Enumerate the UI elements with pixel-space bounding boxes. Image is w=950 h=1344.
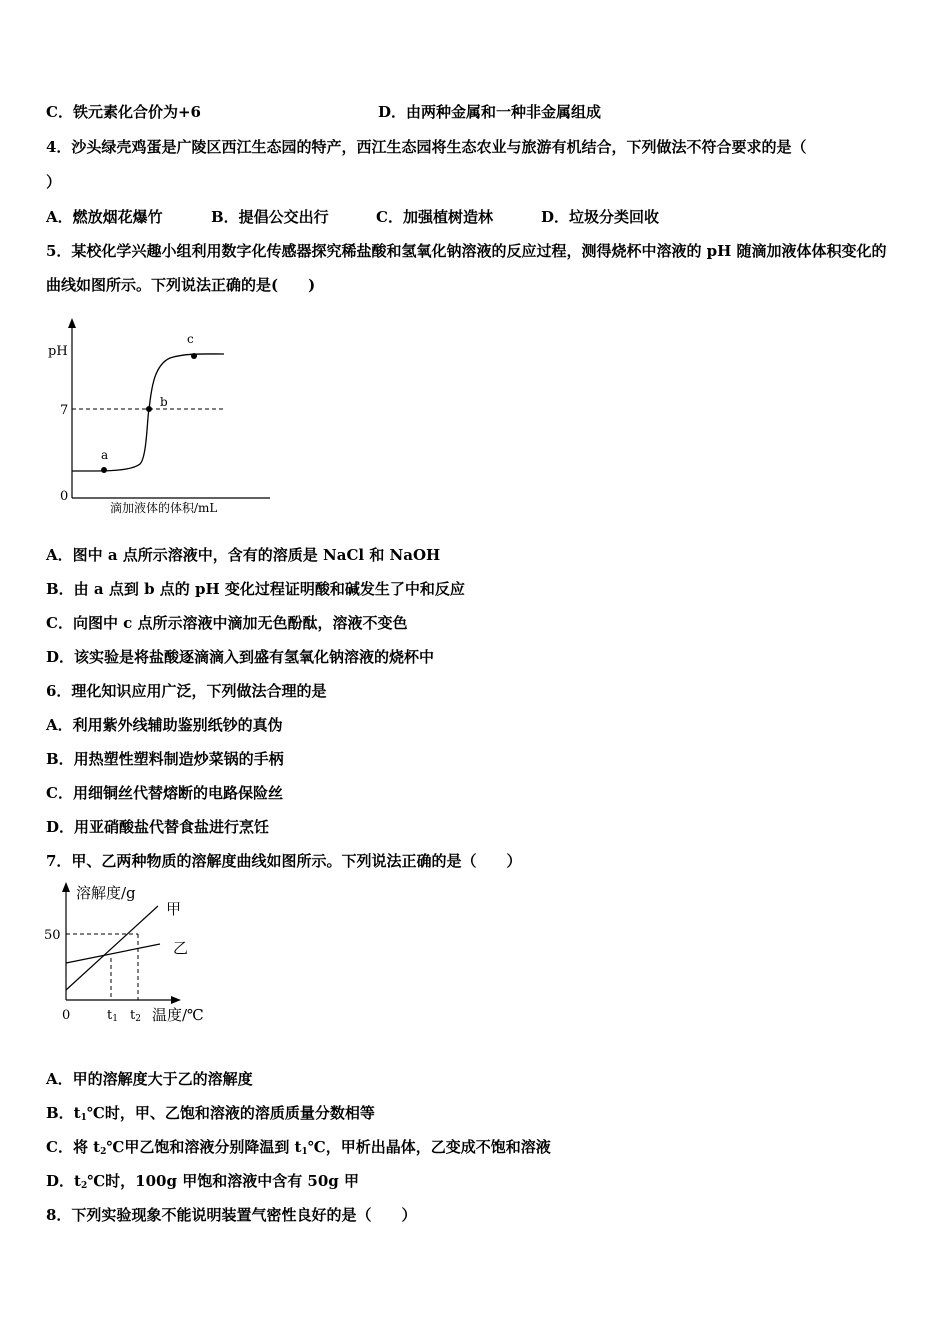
ph-x-label: 滴加液体的体积/mL xyxy=(110,501,218,515)
q7-option-a: A．甲的溶解度大于乙的溶解度 xyxy=(46,1070,253,1088)
q7-option-c-text-1: C．将 t xyxy=(46,1138,101,1156)
q5-option-b: B．由 a 点到 b 点的 pH 变化过程证明酸和碱发生了中和反应 xyxy=(46,580,465,598)
sol-t1-sub: 1 xyxy=(112,1014,118,1024)
q5-option-a: A．图中 a 点所示溶液中，含有的溶质是 NaCl 和 NaOH xyxy=(46,546,441,564)
q7-stem: 7．甲、乙两种物质的溶解度曲线如图所示。下列说法正确的是（ ） xyxy=(46,852,522,870)
q3-option-d: D．由两种金属和一种非金属组成 xyxy=(378,103,602,121)
q5-option-d: D．该实验是将盐酸逐滴滴入到盛有氢氧化钠溶液的烧杯中 xyxy=(46,648,435,666)
q3-option-c: C．铁元素化合价为+6 xyxy=(46,103,201,121)
q7-option-c-sub-2: 1 xyxy=(301,1147,308,1157)
q7-option-d-text-1: D．t xyxy=(46,1172,81,1190)
ph-point-b-label: b xyxy=(160,395,168,409)
sol-origin-label: 0 xyxy=(62,1008,71,1023)
q4-options xyxy=(46,207,659,227)
sol-y-label: 溶解度/g xyxy=(76,884,136,902)
q6-stem: 6．理化知识应用广泛，下列做法合理的是 xyxy=(46,682,327,700)
solubility-curve-figure xyxy=(40,878,220,1028)
q4-stem-end: ） xyxy=(46,173,62,191)
q7-option-d-text-2: ℃时，100g 甲饱和溶液中含有 50g 甲 xyxy=(87,1172,360,1190)
ph-curve-figure xyxy=(40,316,270,516)
q4-option-b: B．提倡公交出行 xyxy=(211,208,329,226)
sol-yi-label: 乙 xyxy=(173,939,189,957)
q4-stem: 4．沙头绿壳鸡蛋是广陵区西江生态园的特产，西江生态园将生态农业与旅游有机结合，下列做法不符合要求的是（ xyxy=(46,138,807,156)
q4-option-a: A．燃放烟花爆竹 xyxy=(46,208,163,226)
q5-option-c: C．向图中 c 点所示溶液中滴加无色酚酞，溶液不变色 xyxy=(46,614,408,632)
q7-option-b-text-2: ℃时，甲、乙饱和溶液的溶质质量分数相等 xyxy=(86,1104,375,1122)
sol-y-axis-arrow xyxy=(62,882,70,892)
sol-fifty-label: 50 xyxy=(44,928,61,943)
q7-option-b xyxy=(46,1103,375,1128)
q7-option-d-sub: 2 xyxy=(80,1181,88,1191)
ph-point-a xyxy=(101,467,107,473)
sol-t2-sub: 2 xyxy=(135,1014,141,1024)
q7-option-b-sub: 1 xyxy=(80,1113,87,1123)
sol-x-label: 温度/℃ xyxy=(152,1006,204,1024)
ph-y-label: pH xyxy=(48,344,68,359)
q4-option-d: D．垃圾分类回收 xyxy=(541,208,660,226)
q7-option-d xyxy=(46,1171,359,1196)
ph-curve xyxy=(72,354,224,471)
sol-jia-label: 甲 xyxy=(166,900,182,918)
q7-option-b-text-1: B．t xyxy=(46,1104,81,1122)
q6-option-b: B．用热塑性塑料制造炒菜锅的手柄 xyxy=(46,750,284,768)
ph-point-b xyxy=(146,406,152,412)
q8-stem: 8．下列实验现象不能说明装置气密性良好的是（ ） xyxy=(46,1206,417,1224)
ph-seven-label: 7 xyxy=(60,403,69,418)
ph-point-c-label: c xyxy=(187,332,194,346)
q6-option-d: D．用亚硝酸盐代替食盐进行烹饪 xyxy=(46,818,270,836)
q5-stem: 5．某校化学兴趣小组利用数字化传感器探究稀盐酸和氢氧化钠溶液的反应过程，测得烧杯中溶液的 pH 随滴加液体体积变化的曲线如图所示。下列说法正确的是( ) xyxy=(46,242,887,294)
q6-option-c: C．用细铜丝代替熔断的电路保险丝 xyxy=(46,784,283,802)
sol-x-axis-arrow xyxy=(171,996,181,1004)
q7-option-c-sub-1: 2 xyxy=(100,1147,107,1157)
q6-option-a: A．利用紫外线辅助鉴别纸钞的真伪 xyxy=(46,716,283,734)
q7-option-c-text-2: ℃甲乙饱和溶液分别降温到 t xyxy=(106,1138,302,1156)
sol-t1-text: t xyxy=(107,1008,113,1023)
q7-option-c xyxy=(46,1137,551,1162)
ph-point-a-label: a xyxy=(101,448,109,462)
ph-y-axis-arrow xyxy=(68,318,76,328)
sol-t1-label xyxy=(107,1008,118,1024)
sol-t2-label xyxy=(130,1008,141,1024)
sol-t2-text: t xyxy=(130,1008,136,1023)
ph-point-c xyxy=(191,353,197,359)
q7-option-c-text-3: ℃，甲析出晶体，乙变成不饱和溶液 xyxy=(307,1138,551,1156)
q4-option-c: C．加强植树造林 xyxy=(376,208,493,226)
sol-curve-jia xyxy=(66,906,158,990)
ph-origin-label: 0 xyxy=(60,489,69,504)
